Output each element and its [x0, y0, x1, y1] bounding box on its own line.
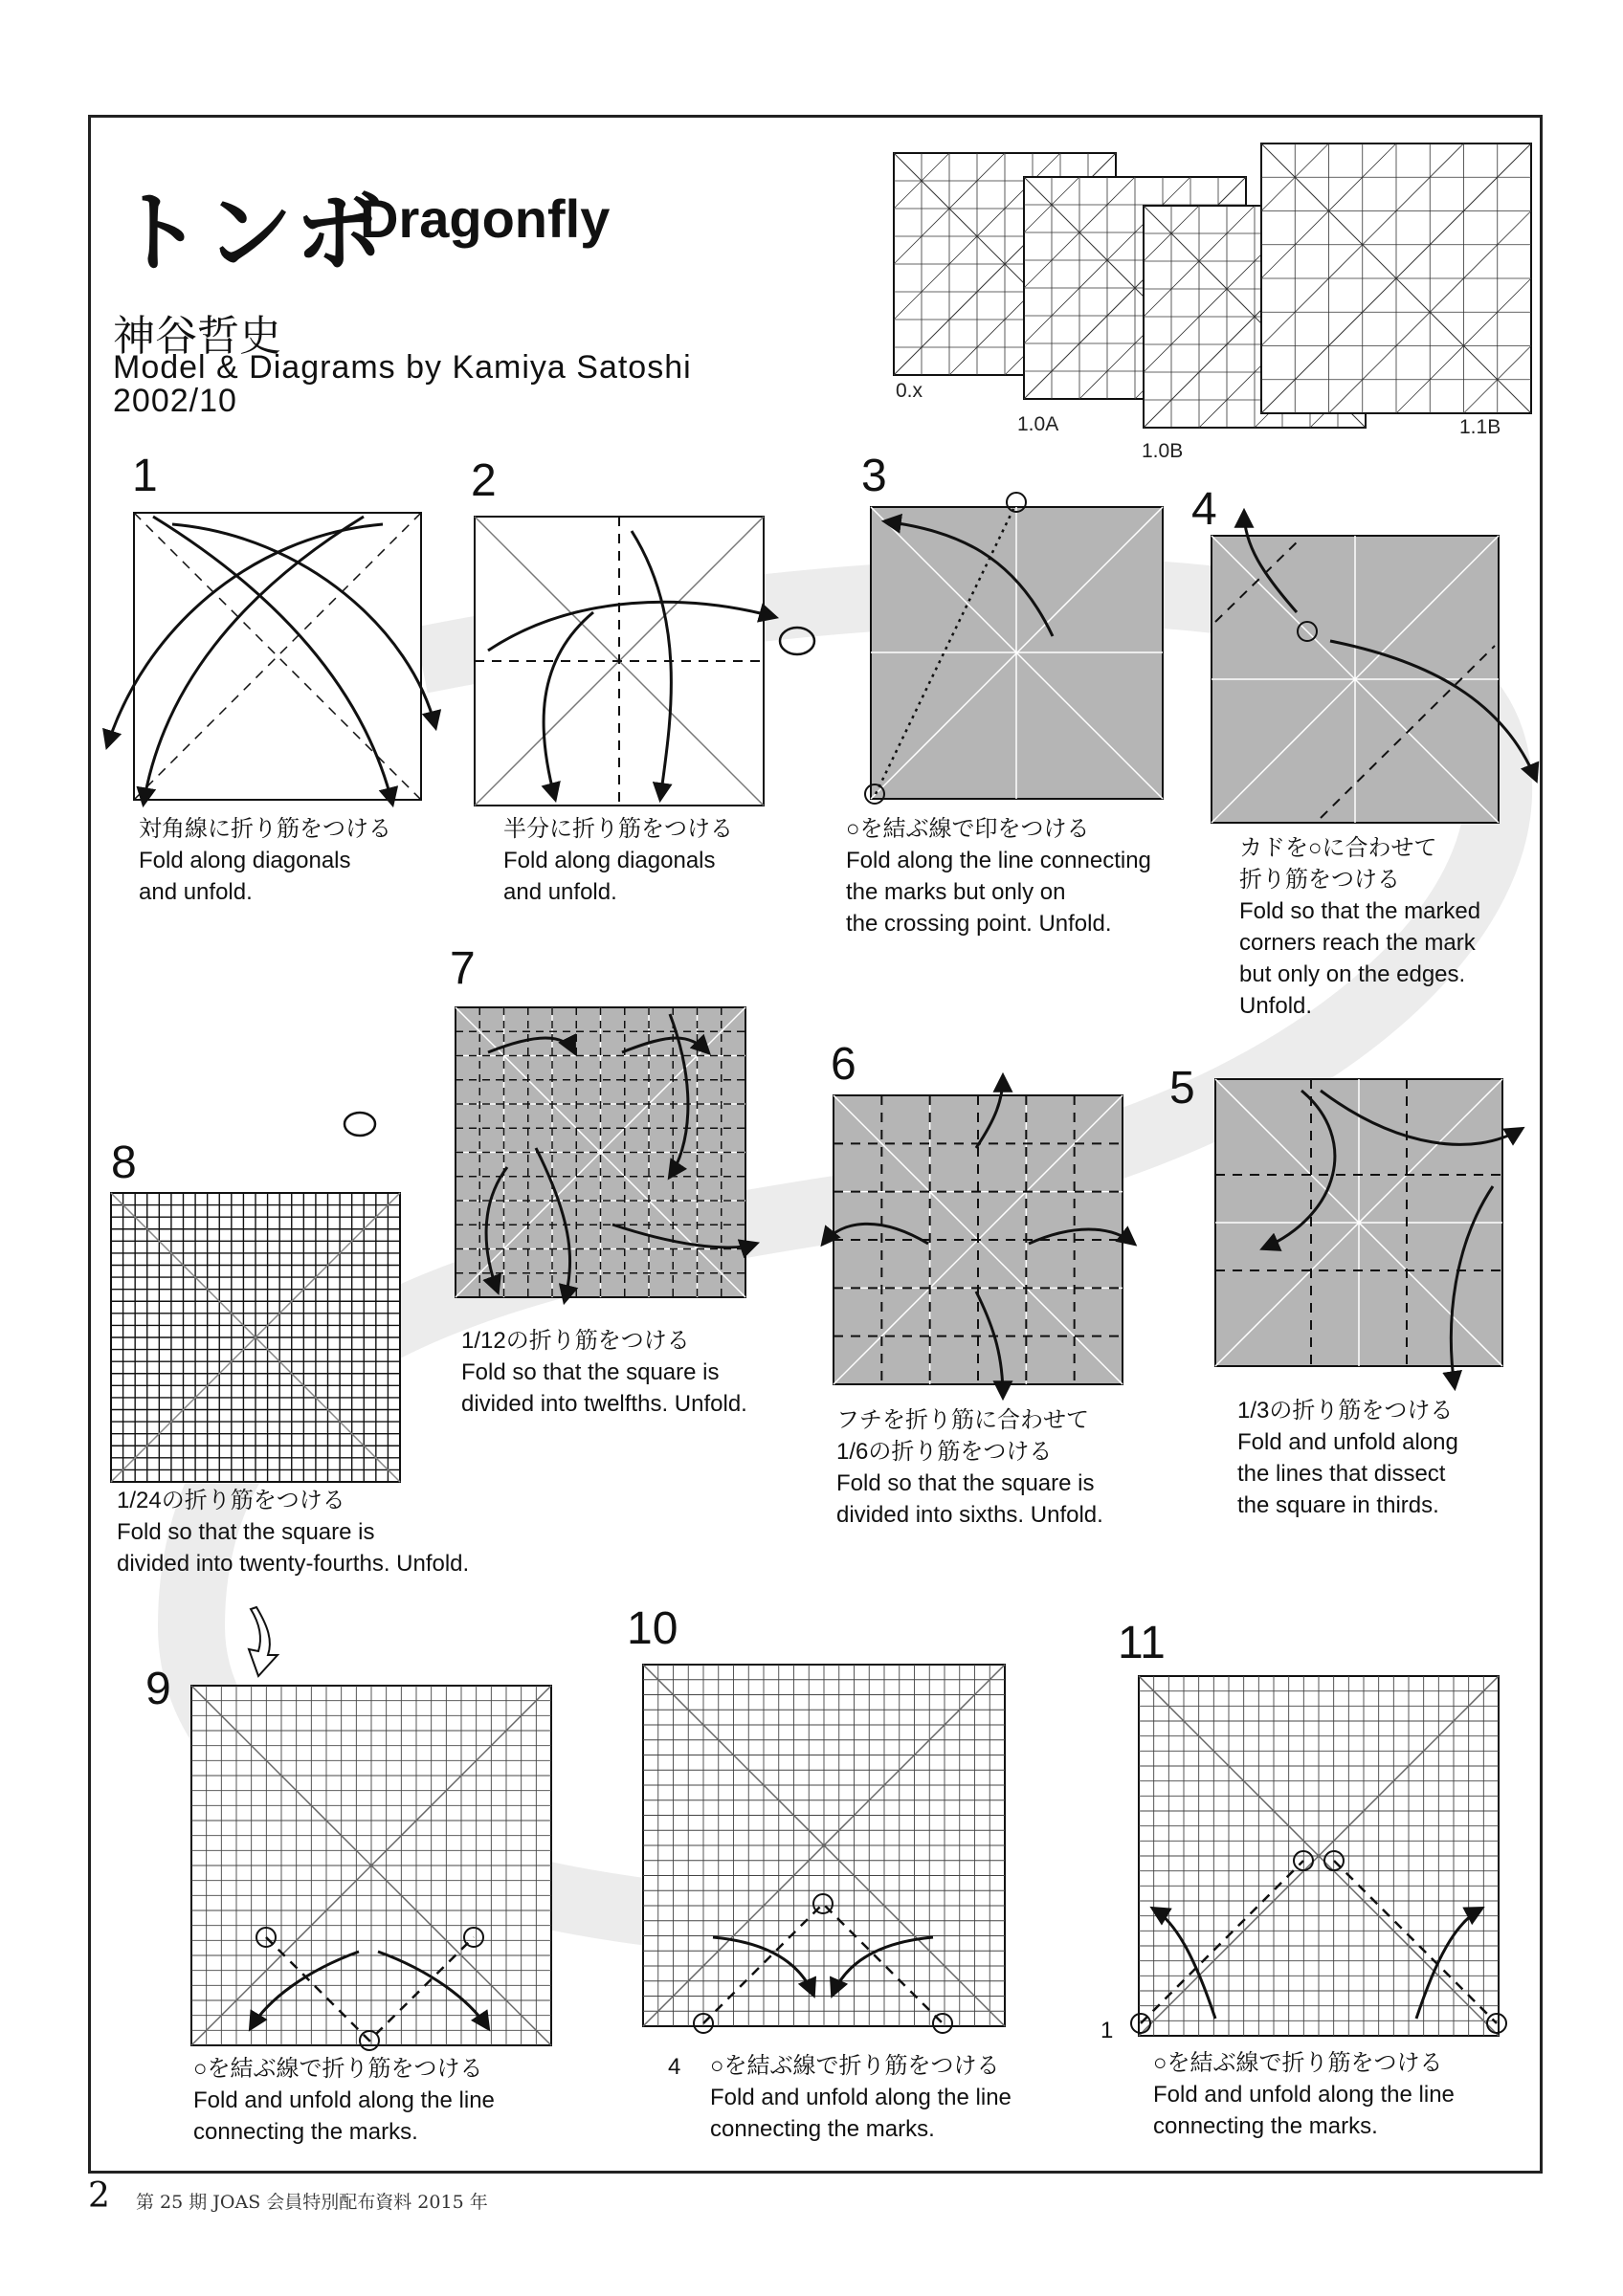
step-10-side-label: 4 — [668, 2054, 681, 2080]
step-2-number: 2 — [471, 455, 497, 506]
footer-text: 第 25 期 JOAS 会員特別配布資料 2015 年 — [136, 2192, 488, 2213]
step-5-diagram — [1215, 1079, 1522, 1387]
title-english: Dragonfly — [360, 188, 611, 249]
step-1-diagram — [107, 513, 435, 804]
cp-label-10a: 1.0A — [1017, 413, 1059, 435]
step-11-diagram — [1131, 1676, 1506, 2036]
step-8-diagram — [111, 1193, 400, 1482]
step-1-caption: 対角線に折り筋をつける Fold along diagonals and unfold. — [139, 816, 391, 905]
step-7-caption: 1/12の折り筋をつける Fold so that the square is divided into twelfths. Unfold. — [461, 1328, 747, 1417]
author-japanese: 神谷哲史 — [113, 312, 281, 361]
title-japanese: トンボ — [115, 182, 386, 284]
credit-line: Model & Diagrams by Kamiya Satoshi — [113, 349, 692, 386]
step-2-caption: 半分に折り筋をつける Fold along diagonals and unfold. — [503, 816, 733, 905]
step-2-diagram — [475, 517, 775, 806]
step-1-number: 1 — [132, 451, 158, 501]
step-11-number: 11 — [1118, 1618, 1166, 1668]
step-4-caption: カドを○に合わせて 折り筋をつける Fold so that the marked corners reach the mark but only on the edges. Unfold. — [1239, 835, 1481, 1019]
crease-pattern-group — [894, 144, 1531, 428]
turn-over-icon — [345, 1113, 375, 1136]
step-9-caption: ○を結ぶ線で折り筋をつける Fold and unfold along the line connecting the marks. — [193, 2056, 495, 2145]
step-4-diagram — [1212, 512, 1536, 823]
step-8-number: 8 — [111, 1137, 137, 1188]
step-7-diagram — [456, 1007, 756, 1301]
step-6-number: 6 — [831, 1039, 856, 1090]
page-number: 2 — [88, 2176, 110, 2216]
step-5-caption: 1/3の折り筋をつける Fold and unfold along the lines that dissect the square in thirds. — [1237, 1398, 1458, 1518]
step-7-number: 7 — [450, 943, 476, 994]
cp-label-0x: 0.x — [896, 380, 923, 402]
step-3-diagram — [865, 493, 1163, 804]
step-6-diagram — [823, 1076, 1134, 1397]
next-step-arrow-icon — [249, 1607, 278, 1676]
step-9-number: 9 — [145, 1664, 171, 1714]
step-5-number: 5 — [1169, 1063, 1195, 1114]
cp-label-10b: 1.0B — [1142, 440, 1184, 462]
step-4-number: 4 — [1191, 484, 1217, 535]
step-3-number: 3 — [861, 451, 887, 501]
step-11-side-label: 1 — [1101, 2018, 1114, 2043]
step-8-caption: 1/24の折り筋をつける Fold so that the square is divided into twenty-fourths. Unfold. — [117, 1488, 470, 1577]
steps-group — [107, 493, 1536, 2050]
cp-label-11b: 1.1B — [1459, 416, 1501, 438]
step-10-caption: ○を結ぶ線で折り筋をつける Fold and unfold along the line connecting the marks. — [710, 2053, 1012, 2142]
step-6-caption: フチを折り筋に合わせて 1/6の折り筋をつける Fold so that the square is divided into sixths. Unfold. — [836, 1407, 1103, 1528]
step-9-diagram — [191, 1686, 551, 2050]
date-line: 2002/10 — [113, 383, 237, 419]
step-11-caption: ○を結ぶ線で折り筋をつける Fold and unfold along the line connecting the marks. — [1153, 2050, 1455, 2139]
step-3-caption: ○を結ぶ線で印をつける Fold along the line connecting the marks but only on the crossing point. Unfold. — [846, 816, 1151, 937]
step-10-number: 10 — [627, 1603, 678, 1654]
crease-pattern-11b — [1261, 144, 1531, 413]
step-10-diagram — [643, 1665, 1005, 2033]
